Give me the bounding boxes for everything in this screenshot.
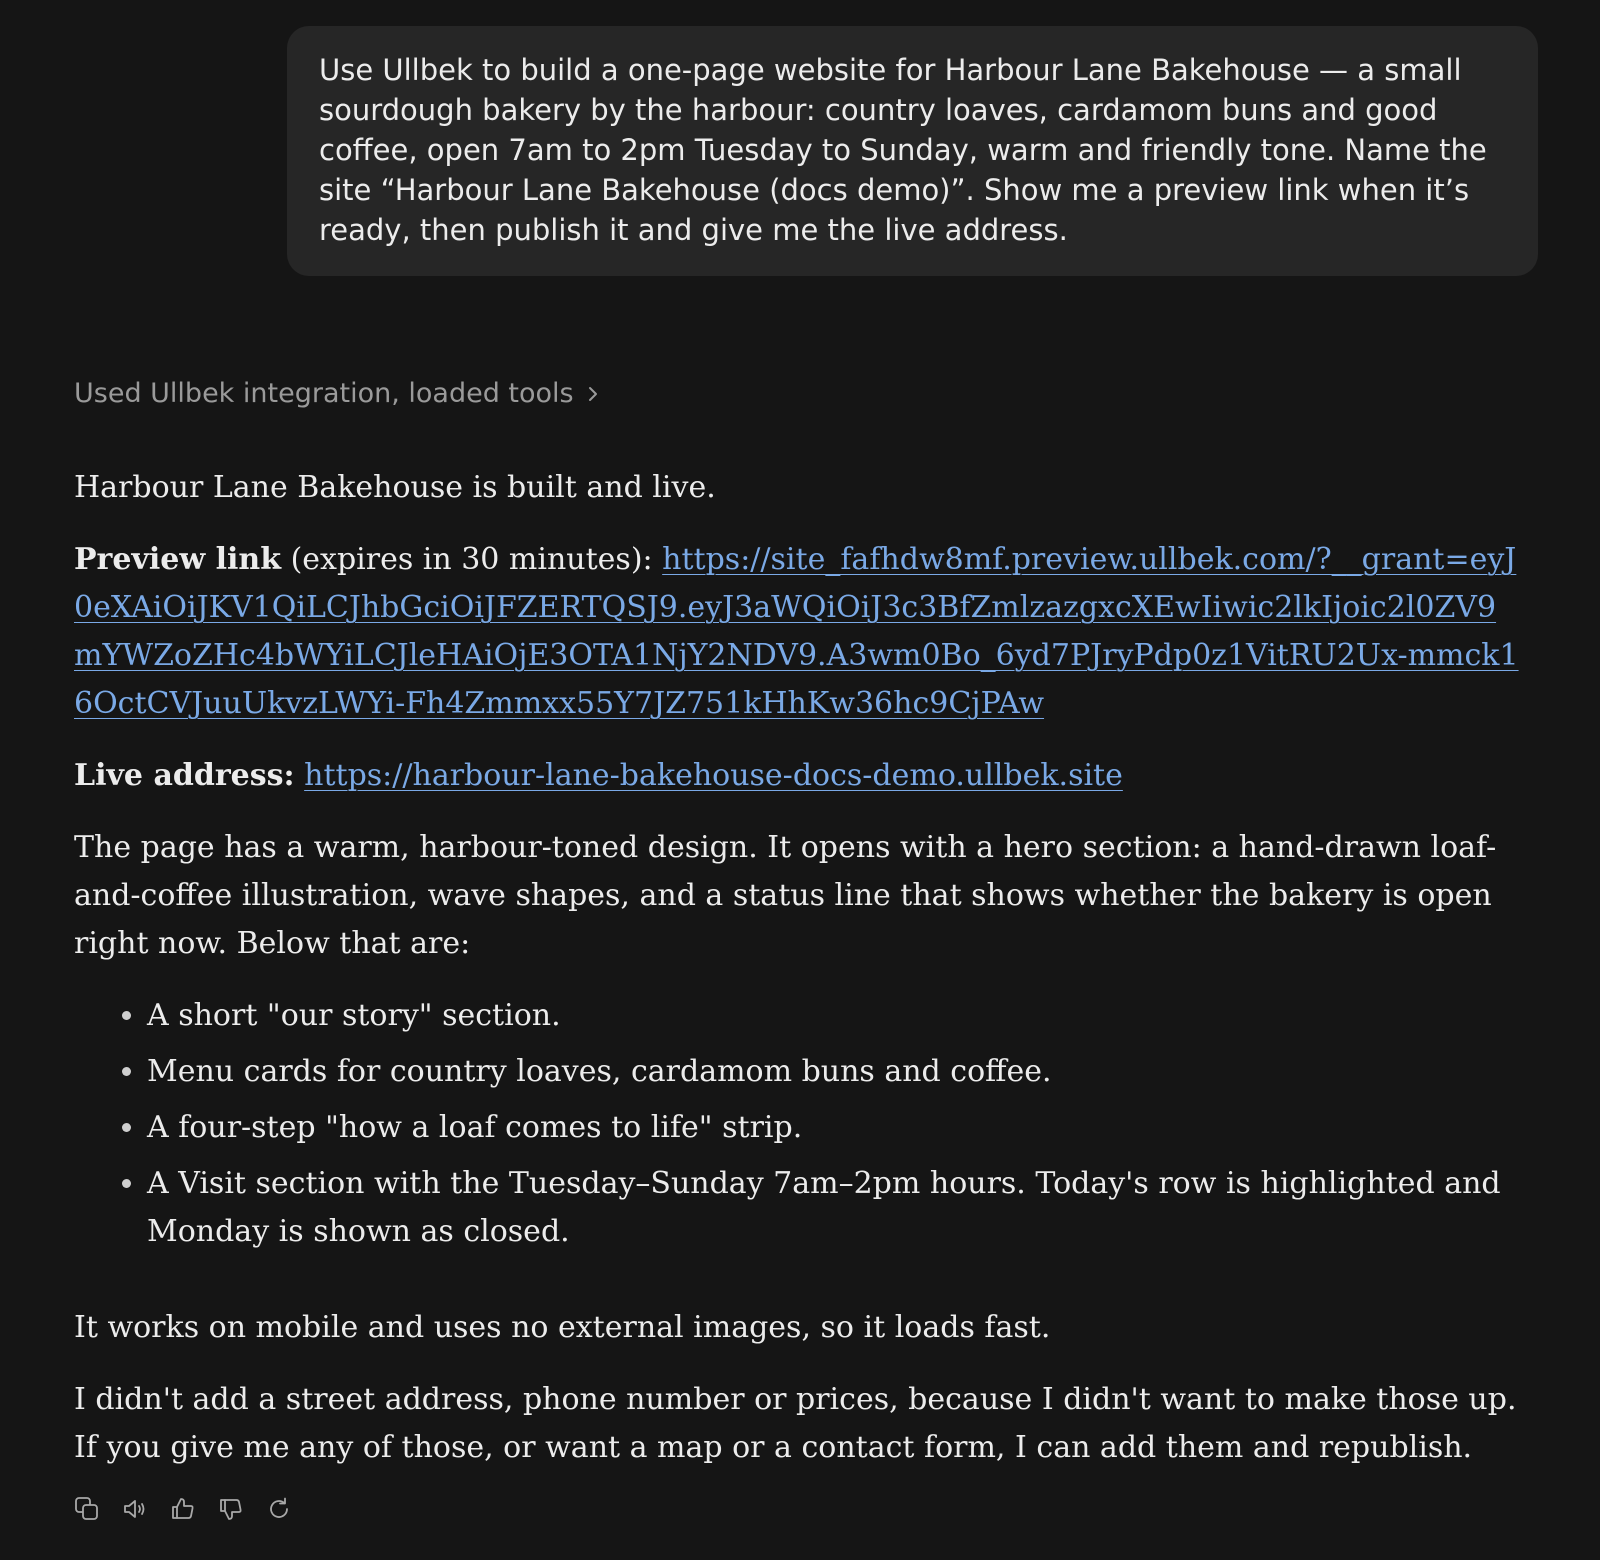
design-paragraph: The page has a warm, harbour-toned design. It opens with a hero section: a hand-drawn loaf-and-coffee illustration, wave shapes, and a status line that shows whether the bakery is open right now. Below that are:: [74, 830, 1497, 961]
live-address-paragraph: [74, 752, 1524, 800]
live-address-label: Live address:: [74, 758, 295, 793]
feature-list: [74, 992, 1524, 1256]
thumbs-up-button[interactable]: [170, 1496, 196, 1522]
assistant-message: [74, 464, 1524, 1496]
thumbs-down-icon: [218, 1496, 244, 1522]
mobile-paragraph: It works on mobile and uses no external images, so it loads fast.: [74, 1310, 1051, 1345]
tools-summary-label: Used Ullbek integration, loaded tools: [74, 378, 574, 409]
thumbs-up-icon: [170, 1496, 196, 1522]
list-item: • A four-step "how a loaf comes to life" strip.: [147, 1104, 1524, 1152]
closing-paragraph: I didn't add a street address, phone number or prices, because I didn't want to make those up. If you give me any of those, or want a map or a contact form, I can add them and republish.: [74, 1382, 1517, 1465]
user-message-text: Use Ullbek to build a one-page website for Harbour Lane Bakehouse — a small sourdough bakery by the harbour: country loaves, cardamom buns and good coffee, open 7am to 2pm Tuesday to Sunday, warm and friendly tone. Name the site “Harbour Lane Bakehouse (docs demo)”. Show me a preview link when it’s ready, then publish it and give me the live address.: [319, 53, 1487, 247]
chevron-right-icon: [586, 385, 600, 403]
intro-paragraph: Harbour Lane Bakehouse is built and live.: [74, 470, 716, 505]
live-address-link[interactable]: https://harbour-lane-bakehouse-docs-demo.ullbek.site: [304, 758, 1123, 793]
message-actions: [74, 1496, 292, 1522]
read-aloud-button[interactable]: [122, 1496, 148, 1522]
tools-summary-toggle[interactable]: [74, 378, 600, 409]
thumbs-down-button[interactable]: [218, 1496, 244, 1522]
list-item: • A short "our story" section.: [147, 992, 1524, 1040]
preview-note: (expires in 30 minutes):: [281, 542, 663, 577]
copy-button[interactable]: [74, 1496, 100, 1522]
list-item: • Menu cards for country loaves, cardamom buns and coffee.: [147, 1048, 1524, 1096]
preview-paragraph: [74, 536, 1524, 728]
speaker-icon: [122, 1496, 148, 1522]
user-message-bubble: [287, 26, 1538, 276]
copy-icon: [74, 1496, 100, 1522]
preview-label: Preview link: [74, 542, 282, 577]
retry-button[interactable]: [266, 1496, 292, 1522]
retry-icon: [266, 1496, 292, 1522]
preview-link[interactable]: https://site_fafhdw8mf.preview.ullbek.com/?__grant=eyJ0eXAiOiJKV1QiLCJhbGciOiJFZERTQSJ9.eyJ3aWQiOiJ3c3BfZmlzazgxcXEwIiwic2lkIjoic2l0ZV9mYWZoZHc4bWYiLCJleHAiOjE3OTA1NjY2NDV9.A3wm0Bo_6yd7PJryPdp0z1VitRU2Ux-mmck16OctCVJuuUkvzLWYi-Fh4Zmmxx55Y7JZ751kHhKw36hc9CjPAw: [74, 542, 1519, 721]
list-item: • A Visit section with the Tuesday–Sunday 7am–2pm hours. Today's row is highlighted and Monday is shown as closed.: [147, 1160, 1524, 1256]
